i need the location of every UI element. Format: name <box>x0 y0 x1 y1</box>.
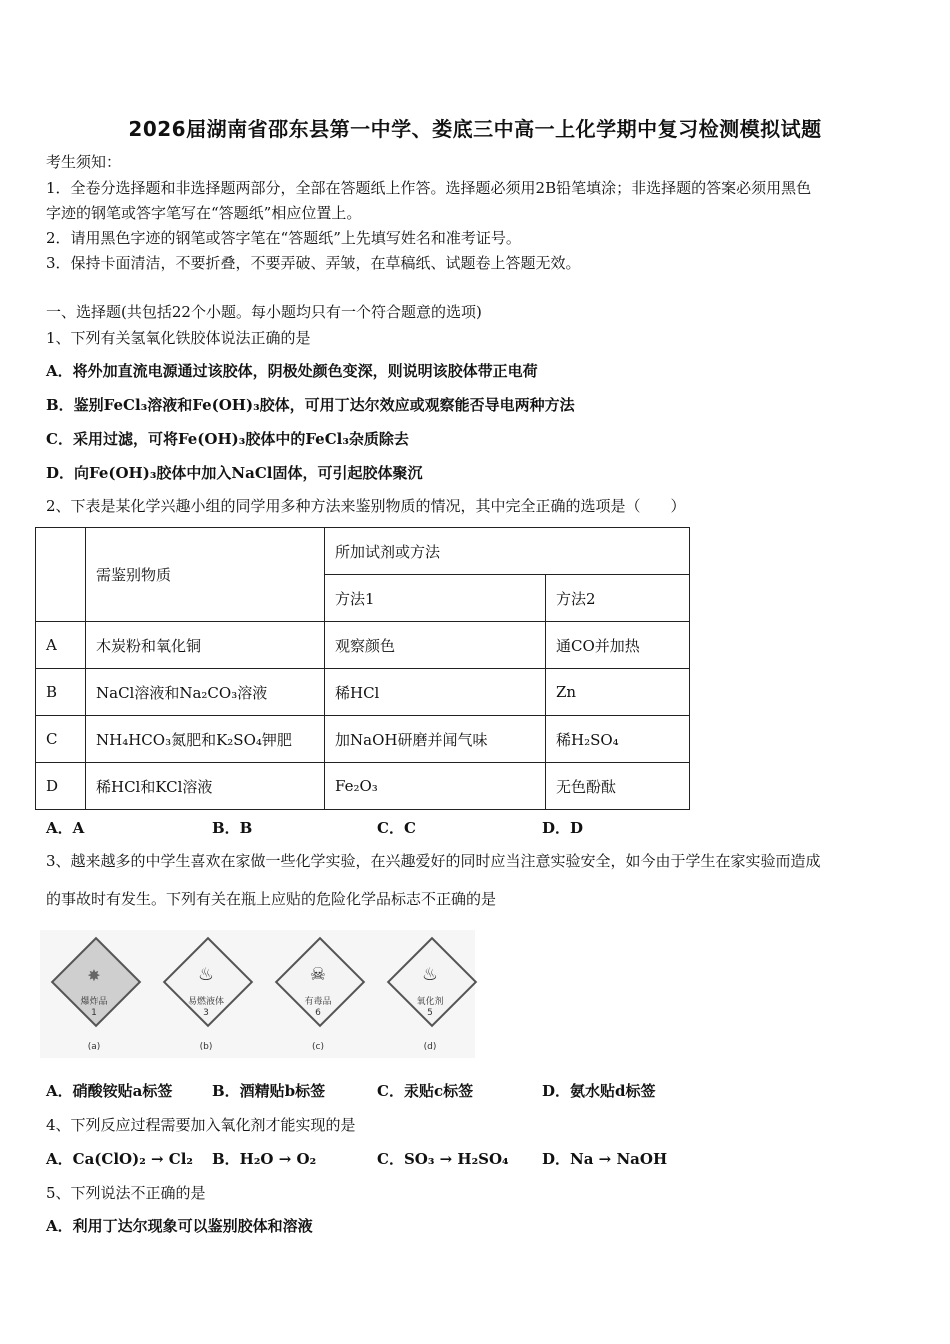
hazard-c-num: 6 <box>315 1008 321 1018</box>
q2-table <box>35 527 690 810</box>
table-row <box>36 763 690 810</box>
q1-option-a: A．将外加直流电源通过该胶体，阴极处颜色变深，则说明该胶体带正电荷 <box>46 362 538 380</box>
notice-item-1-cont: 字迹的钢笔或答字笔写在“答题纸”相应位置上。 <box>46 204 362 222</box>
hazard-d-name: 氧化剂 <box>416 997 444 1007</box>
hazard-b-tag: (b) <box>199 1042 213 1052</box>
q2-option-c: C．C <box>377 819 416 837</box>
row-key: D <box>36 763 86 810</box>
q5-option-a: A．利用丁达尔现象可以鉴别胶体和溶液 <box>46 1217 313 1235</box>
table-header-substance: 需鉴别物质 <box>86 528 325 622</box>
q3-stem-line-1: 3、越来越多的中学生喜欢在家做一些化学实验，在兴趣爱好的同时应当注意实验安全，如今由于学生在家实验而造成 <box>46 852 821 870</box>
row-key: B <box>36 669 86 716</box>
table-corner <box>36 528 86 622</box>
q2-option-a: A．A <box>46 819 85 837</box>
row-method-2: 无色酚酞 <box>546 763 690 810</box>
hazard-a-tag: (a) <box>87 1042 101 1052</box>
q4-option-d: D．Na → NaOH <box>542 1150 668 1168</box>
row-method-1: 加NaOH研磨并闻气味 <box>325 716 546 763</box>
notice-item-3: 3．保持卡面清洁，不要折叠，不要弄破、弄皱，在草稿纸、试题卷上答题无效。 <box>46 254 581 272</box>
q1-option-c: C．采用过滤，可将Fe(OH)₃胶体中的FeCl₃杂质除去 <box>46 430 409 448</box>
q3-option-b: B．酒精贴b标签 <box>212 1082 326 1100</box>
skull-crossbones-icon: ☠ <box>309 964 327 985</box>
q5-stem: 5、下列说法不正确的是 <box>46 1184 206 1202</box>
row-method-1: 稀HCl <box>325 669 546 716</box>
page-title: 2026届湖南省邵东县第一中学、娄底三中高一上化学期中复习检测模拟试题 <box>128 117 822 141</box>
table-header-method-1: 方法1 <box>325 575 546 622</box>
flame-icon: ♨ <box>197 964 215 985</box>
q3-option-a: A．硝酸铵贴a标签 <box>46 1082 173 1100</box>
row-key: C <box>36 716 86 763</box>
row-method-2: 稀H₂SO₄ <box>546 716 690 763</box>
table-header-method-2: 方法2 <box>546 575 690 622</box>
table-header-method: 所加试剂或方法 <box>325 528 690 575</box>
q2-stem: 2、下表是某化学兴趣小组的同学用多种方法来鉴别物质的情况，其中完全正确的选项是（ ） <box>46 497 686 515</box>
hazard-b-num: 3 <box>203 1008 209 1018</box>
explosion-burst-icon: ✸ <box>87 966 101 985</box>
q1-option-b: B．鉴别FeCl₃溶液和Fe(OH)₃胶体，可用丁达尔效应或观察能否导电两种方法 <box>46 396 575 414</box>
row-key: A <box>36 622 86 669</box>
q3-option-c: C．汞贴c标签 <box>377 1082 474 1100</box>
section-heading: 一、选择题(共包括22个小题。每小题均只有一个符合题意的选项) <box>46 303 482 321</box>
table-row <box>36 622 690 669</box>
hazard-labels-figure <box>40 930 475 1058</box>
table-row <box>36 669 690 716</box>
hazard-b-name: 易燃液体 <box>187 997 224 1007</box>
q3-stem-line-2: 的事故时有发生。下列有关在瓶上应贴的危险化学品标志不正确的是 <box>46 890 497 908</box>
row-substance: NH₄HCO₃氮肥和K₂SO₄钾肥 <box>86 716 325 763</box>
row-method-2: Zn <box>546 669 690 716</box>
q1-stem: 1、下列有关氢氧化铁胶体说法正确的是 <box>46 329 311 347</box>
q4-stem: 4、下列反应过程需要加入氧化剂才能实现的是 <box>46 1116 356 1134</box>
q2-option-b: B．B <box>212 819 253 837</box>
q3-option-d: D．氨水贴d标签 <box>542 1082 656 1100</box>
hazard-a-num: 1 <box>91 1008 97 1018</box>
hazard-d-tag: (d) <box>423 1042 437 1052</box>
hazard-a-name: 爆炸品 <box>80 997 108 1007</box>
row-method-2: 通CO并加热 <box>546 622 690 669</box>
notice-heading: 考生须知： <box>46 153 122 171</box>
q2-option-d: D．D <box>542 819 584 837</box>
q4-option-a: A．Ca(ClO)₂ → Cl₂ <box>46 1150 193 1168</box>
notice-item-2: 2．请用黑色字迹的钢笔或答字笔在“答题纸”上先填写姓名和准考证号。 <box>46 229 521 247</box>
row-substance: 木炭粉和氧化铜 <box>86 622 325 669</box>
notice-item-1: 1．全卷分选择题和非选择题两部分，全部在答题纸上作答。选择题必须用2B铅笔填涂；非选择题的答案必须用黑色 <box>46 179 812 197</box>
row-substance: NaCl溶液和Na₂CO₃溶液 <box>86 669 325 716</box>
row-substance: 稀HCl和KCl溶液 <box>86 763 325 810</box>
table-row <box>36 716 690 763</box>
hazard-d-num: 5 <box>427 1008 433 1018</box>
q4-option-b: B．H₂O → O₂ <box>212 1150 317 1168</box>
row-method-1: 观察颜色 <box>325 622 546 669</box>
row-method-1: Fe₂O₃ <box>325 763 546 810</box>
hazard-c-name: 有毒品 <box>304 997 332 1007</box>
flame-over-circle-icon: ♨ <box>421 964 439 985</box>
q4-option-c: C．SO₃ → H₂SO₄ <box>377 1150 509 1168</box>
hazard-c-tag: (c) <box>312 1042 324 1052</box>
q1-option-d: D．向Fe(OH)₃胶体中加入NaCl固体，可引起胶体聚沉 <box>46 464 423 482</box>
